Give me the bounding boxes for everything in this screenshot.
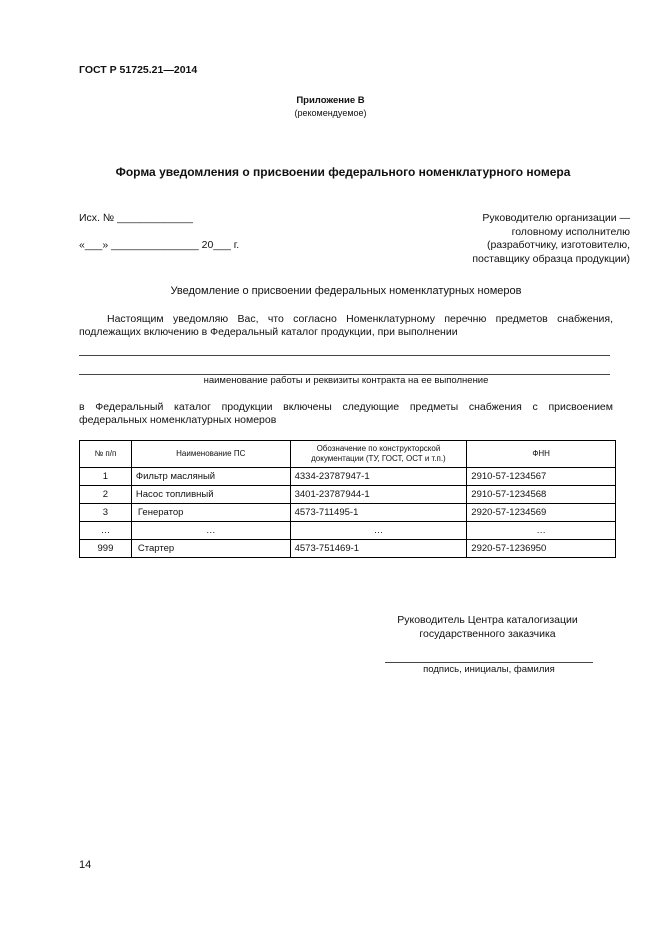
cell-name: Насос топливный — [131, 486, 290, 504]
table-row — [80, 540, 616, 558]
standard-code: ГОСТ Р 51725.21—2014 — [79, 64, 198, 76]
page-number: 14 — [79, 859, 92, 871]
addressee-line: Руководителю организации — — [482, 212, 630, 224]
signature-title-line: Руководитель Центра каталогизации — [397, 614, 578, 626]
appendix-subtitle: (рекомендуемое) — [294, 108, 367, 118]
table-row — [80, 504, 616, 522]
table-row — [80, 486, 616, 504]
cell-name: Фильтр масляный — [131, 468, 290, 486]
paragraph-intro: Настоящим уведомляю Вас, что согласно Номенклатурному перечню предметов снабжения, подлежащих включению в Федеральный каталог продукции, при выполнении — [79, 313, 613, 338]
work-caption: наименование работы и реквизиты контракта на ее выполнение — [203, 375, 489, 386]
cell-fnn: 2920-57-1236950 — [467, 540, 616, 558]
table-row — [80, 468, 616, 486]
signature-caption: подпись, инициалы, фамилия — [423, 664, 555, 675]
cell-fnn: 2920-57-1234569 — [467, 504, 616, 522]
cell-num: 999 — [80, 540, 132, 558]
header-name: Наименование ПС — [131, 441, 290, 468]
cell-num: 3 — [80, 504, 132, 522]
table-header-row — [80, 441, 616, 468]
signature-title — [380, 614, 595, 641]
cell-fnn: 2910-57-1234568 — [467, 486, 616, 504]
form-title: Форма уведомления о присвоении федерального номенклатурного номера — [115, 165, 571, 179]
addressee-block — [430, 212, 630, 266]
header-fnn: ФНН — [467, 441, 616, 468]
cell-num: … — [80, 522, 132, 540]
cell-fnn: … — [467, 522, 616, 540]
fill-in-line — [79, 355, 610, 356]
header-designation: Обозначение по конструкторской документации (ТУ, ГОСТ, ОСТ и т.п.) — [290, 441, 467, 468]
header-num: № п/п — [80, 441, 132, 468]
cell-fnn: 2910-57-1234567 — [467, 468, 616, 486]
addressee-line: головному исполнителю — [511, 225, 630, 238]
cell-name: Генератор — [131, 504, 290, 522]
items-table — [79, 440, 616, 558]
cell-designation: 4573-711495-1 — [290, 504, 467, 522]
cell-num: 2 — [80, 486, 132, 504]
notice-title: Уведомление о присвоении федеральных номенклатурных номеров — [170, 285, 522, 297]
cell-designation: 4573-751469-1 — [290, 540, 467, 558]
paragraph-included: в Федеральный каталог продукции включены следующие предметы снабжения с присвоением федеральных номенклатурных номеров — [79, 401, 613, 426]
appendix-title: Приложение В — [296, 95, 365, 106]
cell-designation: 4334-23787947-1 — [290, 468, 467, 486]
table-row — [80, 522, 616, 540]
addressee-line: поставщику образца продукции) — [472, 252, 630, 265]
cell-designation: … — [290, 522, 467, 540]
cell-designation: 3401-23787944-1 — [290, 486, 467, 504]
outgoing-ref: Исх. № _____________ — [79, 212, 193, 224]
signature-line — [385, 662, 593, 663]
cell-num: 1 — [80, 468, 132, 486]
cell-name: Стартер — [131, 540, 290, 558]
outgoing-date: «___» _______________ 20___ г. — [79, 239, 240, 251]
signature-title-line: государственного заказчика — [419, 627, 556, 640]
addressee-line: (разработчику, изготовителю, — [486, 239, 630, 251]
cell-name: … — [131, 522, 290, 540]
